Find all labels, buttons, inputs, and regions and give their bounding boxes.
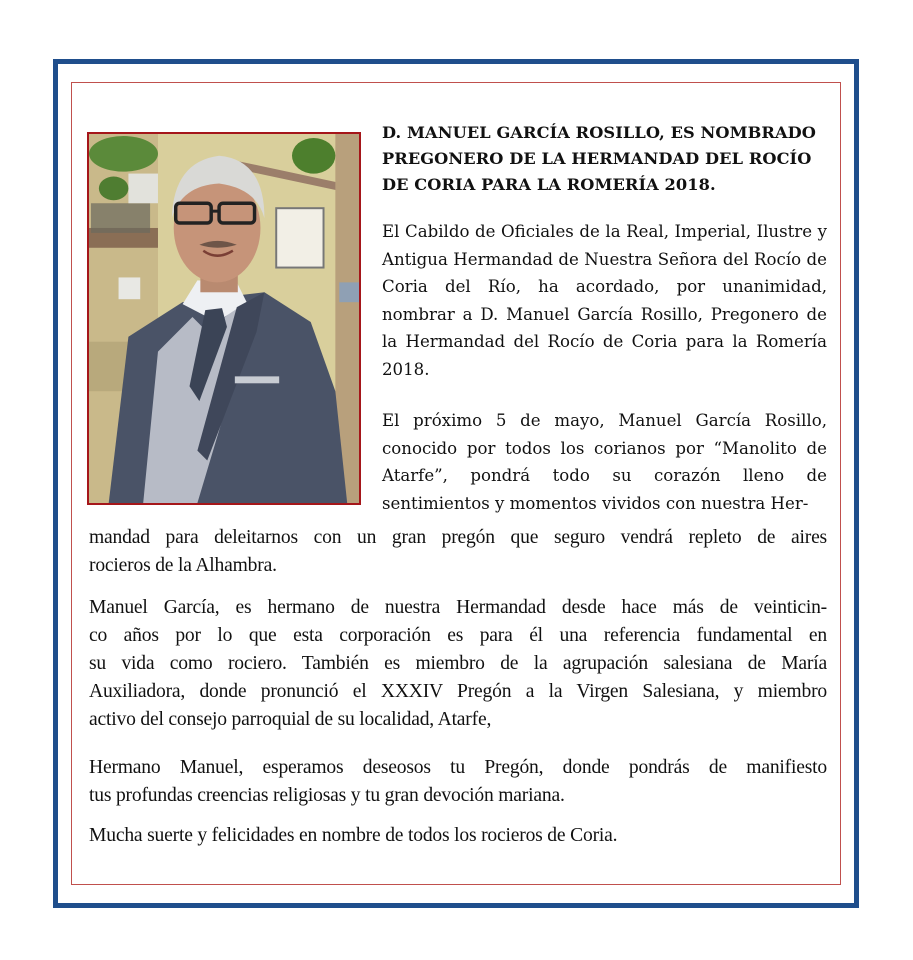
paragraph-biography-line: co años por lo que esta corporación es para él una referencia fundamental en xyxy=(89,625,827,646)
paragraph-biography-line: Manuel García, es hermano de nuestra Hermandad desde hace más de veinticin- xyxy=(89,597,827,618)
paragraph-biography-line: activo del consejo parroquial de su localidad, Atarfe, xyxy=(89,709,492,730)
paragraph-date-continuation-line: rocieros de la Alhambra. xyxy=(89,555,277,576)
portrait-illustration xyxy=(89,134,359,503)
paragraph-announcement: El Cabildo de Oficiales de la Real, Imperial, Ilustre y Antigua Hermandad de Nuestra Señora del Rocío de Coria del Río, ha acordado, por unanimidad, nombrar a D. Manuel García Rosillo, Pregonero de la Hermandad del Rocío de Coria para la Romería 2018. xyxy=(382,222,827,379)
paragraph-biography-line: su vida como rociero. También es miembro de la agrupación salesiana de María xyxy=(89,653,827,674)
paragraph-biography-line: Auxiliadora, donde pronunció el XXXIV Pregón a la Virgen Salesiana, y miembro xyxy=(89,681,827,702)
paragraph-wishes-line: Hermano Manuel, esperamos deseosos tu Pregón, donde pondrás de manifiesto xyxy=(89,757,827,778)
paragraph-date-intro: El próximo 5 de mayo, Manuel García Rosillo, conocido por todos los corianos por “Manolito de Atarfe”, pondrá todo su corazón lleno de sentimientos y momentos vividos con nuestra Her- xyxy=(382,411,827,513)
article-headline: D. MANUEL GARCÍA ROSILLO, ES NOMBRADO PREGONERO DE LA HERMANDAD DEL ROCÍO DE CORIA PARA LA ROMERÍA 2018. xyxy=(382,123,816,194)
paragraph-closing: Mucha suerte y felicidades en nombre de todos los rocieros de Coria. xyxy=(89,825,618,846)
paragraph-date-continuation-line: mandad para deleitarnos con un gran pregón que seguro vendrá repleto de aires xyxy=(89,527,827,548)
portrait-photo xyxy=(87,132,361,505)
paragraph-wishes-line: tus profundas creencias religiosas y tu gran devoción mariana. xyxy=(89,785,565,806)
